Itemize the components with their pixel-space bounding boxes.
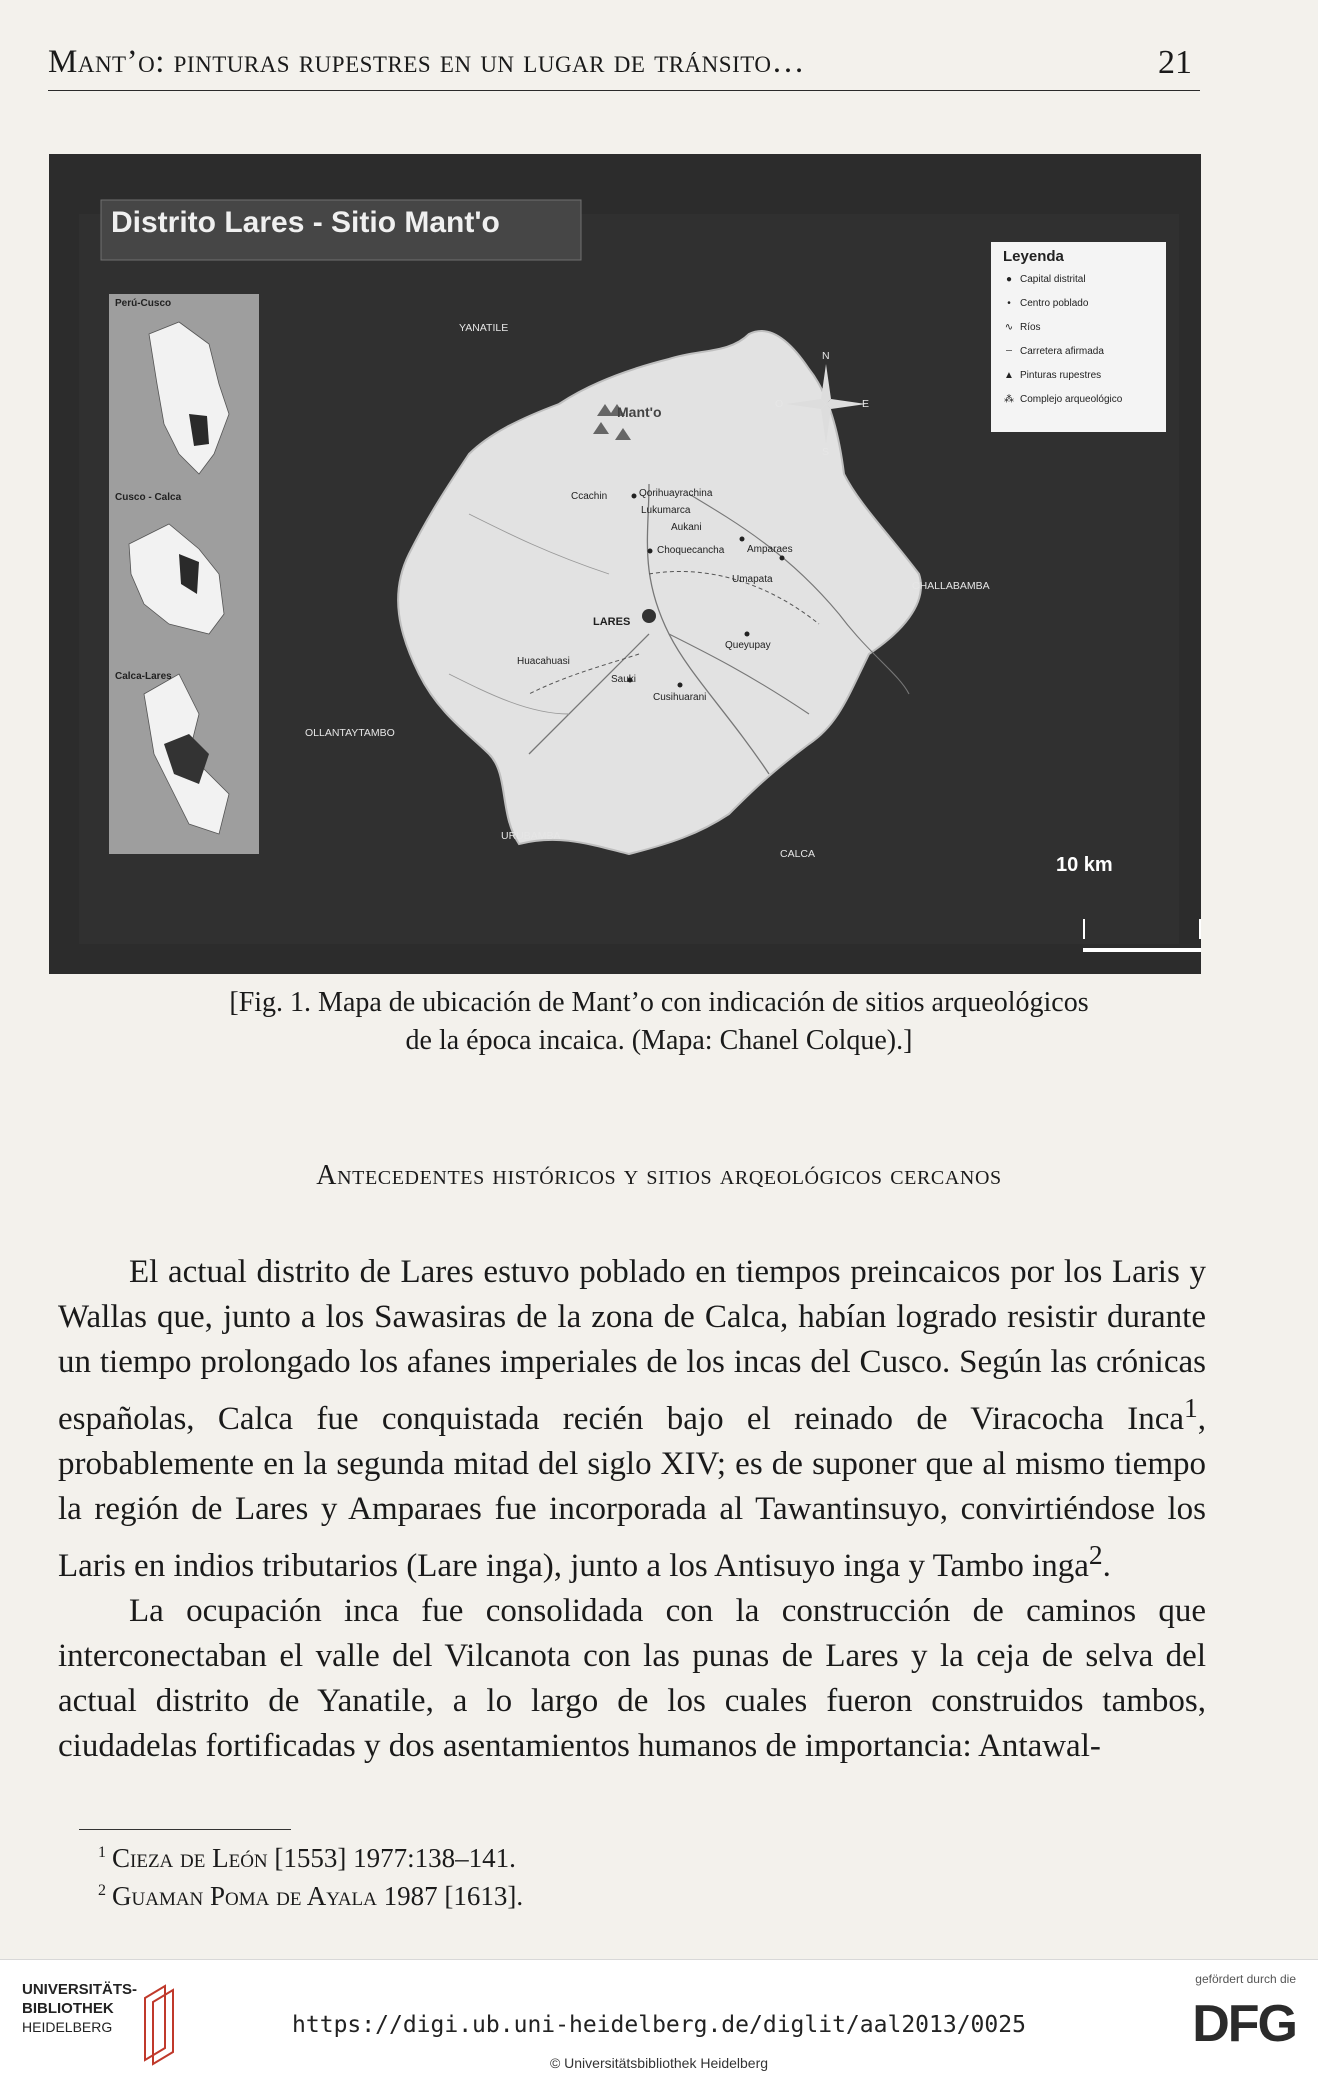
town-icon: • (1007, 298, 1011, 309)
place-aukani: Aukani (671, 522, 702, 533)
place-qorihuayrachina: Qorihuayrachina (639, 488, 713, 499)
paragraph-2: La ocupación inca fue consolidada con la construcción de caminos que interconectaban el valle del Vilcanota con las punas de Lares y la ceja de selva del actual distrito de Yanatile, a lo largo de los cuales fueron construidos tambos, ciudadelas fortificadas y dos asentamientos humanos de importancia: Antawal- (58, 1593, 1206, 1764)
compass-n: N (822, 350, 830, 362)
place-lares: LARES (593, 616, 631, 628)
river-icon: ∿ (1004, 322, 1014, 333)
inset-label-cusco: Cusco - Calca (115, 492, 182, 503)
footnote-rule (79, 1829, 291, 1830)
capital-icon: ● (1005, 274, 1013, 285)
library-name: UNIVERSITÄTS- BIBLIOTHEK HEIDELBERG (22, 1981, 138, 2035)
figure-caption-line-1: [Fig. 1. Mapa de ubicación de Mant’o con indicación de sitios arqueológicos (229, 987, 1089, 1018)
legend-item-capital: ● Capital distrital (1003, 274, 1086, 285)
section-heading: Antecedentes históricos y sitios arqeológicos cercanos (316, 1160, 1002, 1191)
dfg-logo: DFG (1192, 1995, 1296, 2053)
scale-label: 10 km (1056, 854, 1113, 876)
inset-label-calca: Calca-Lares (115, 671, 172, 682)
copyright-notice: © Universitätsbibliothek Heidelberg (549, 2055, 769, 2071)
scale-bar (1083, 948, 1201, 952)
compass-s: S (822, 446, 830, 458)
figure-caption-line-2: de la época incaica. (Mapa: Chanel Colque).] (405, 1025, 913, 1056)
compass-w: O (775, 398, 784, 410)
page-number: 21 (1158, 44, 1192, 81)
place-cusihuarani: Cusihuarani (653, 692, 707, 703)
town-marker (632, 494, 637, 499)
place-lukumarca: Lukumarca (641, 505, 691, 516)
place-sauki: Sauki (611, 674, 637, 685)
digital-url-link[interactable]: https://digi.ub.uni-heidelberg.de/diglit/aal2013/0025 (292, 2012, 1026, 2038)
town-marker (740, 537, 745, 542)
footnote-ref-2[interactable]: 2 (1088, 1539, 1103, 1570)
map-figure (49, 154, 1201, 974)
town-marker (745, 632, 750, 637)
region-calca: CALCA (780, 848, 816, 860)
region-challabamba: CHALLABAMBA (912, 580, 990, 592)
legend-item-river: ∿ Ríos (1004, 322, 1041, 333)
place-umapata: Umapata (732, 574, 773, 585)
town-marker (678, 683, 683, 688)
body-text (58, 1250, 1206, 1769)
region-urubamba: URUBAMBA (501, 830, 561, 842)
paragraph-1: El actual distrito de Lares estuvo poblado en tiempos preincaicos por los Laris y Wallas que, junto a los Sawasiras de la zona de Calca, habían logrado resistir durante un tiempo prolongado los afanes imperiales de los incas del Cusco. Según las crónicas españolas, Calca fue conquistada recién bajo el reinado de Viracocha Inca$^1$, probablemente en la segunda mitad del siglo XIV; es de suponer que al mismo tiempo la región de Lares y Amparaes fue incorporada al Tawantinsuyo, convirtiéndose los Laris en indios tributarios (Lare inga), junto a los Antisuyo inga y Tambo inga$^2$. (58, 1254, 1206, 1584)
legend-item-town: • Centro poblado (1003, 298, 1088, 309)
town-marker (648, 549, 653, 554)
legend-item-road: ┄ Carretera afirmada (1003, 346, 1104, 357)
place-amparaes: Amparaes (747, 544, 793, 555)
sponsor-note: gefördert durch die (1195, 1972, 1296, 1986)
town-marker (780, 556, 785, 561)
triangle-icon: ▲ (1004, 370, 1014, 381)
region-ollantaytambo: OLLANTAYTAMBO (305, 727, 395, 739)
map-legend (991, 242, 1166, 432)
page-header (48, 44, 1200, 91)
footnote-ref-1[interactable]: 1 (1184, 1392, 1198, 1423)
place-mant-o: Mant'o (617, 404, 662, 420)
place-ccachin: Ccachin (571, 491, 608, 502)
legend-item-rock-painting: ▲ Pinturas rupestres (1004, 370, 1102, 381)
archaeological-icon: ⁂ (1004, 394, 1014, 405)
running-title: Mant’o: pinturas rupestres en un lugar de tránsito… (48, 44, 805, 80)
place-queyupay: Queyupay (725, 640, 771, 651)
footnote-2: $^2$ Guaman Poma de Ayala 1987 [1613]. (98, 1881, 524, 1911)
legend-item-archaeological: ⁂ Complejo arqueológico (1004, 394, 1123, 405)
place-huacahuasi: Huacahuasi (517, 656, 570, 667)
footnote-1: $^1$ Cieza de León [1553] 1977:138–141. (98, 1843, 516, 1873)
region-yanatile: YANATILE (459, 322, 509, 334)
road-icon: ┄ (1005, 346, 1013, 357)
inset-label-peru: Perú-Cusco (115, 298, 172, 309)
map-title: Distrito Lares - Sitio Mant'o (111, 206, 500, 239)
legend-title: Leyenda (1003, 248, 1064, 265)
place-choquecancha: Choquecancha (657, 545, 725, 556)
compass-e: E (862, 398, 870, 410)
capital-marker (642, 609, 656, 623)
footer-bar (0, 1959, 1318, 2089)
